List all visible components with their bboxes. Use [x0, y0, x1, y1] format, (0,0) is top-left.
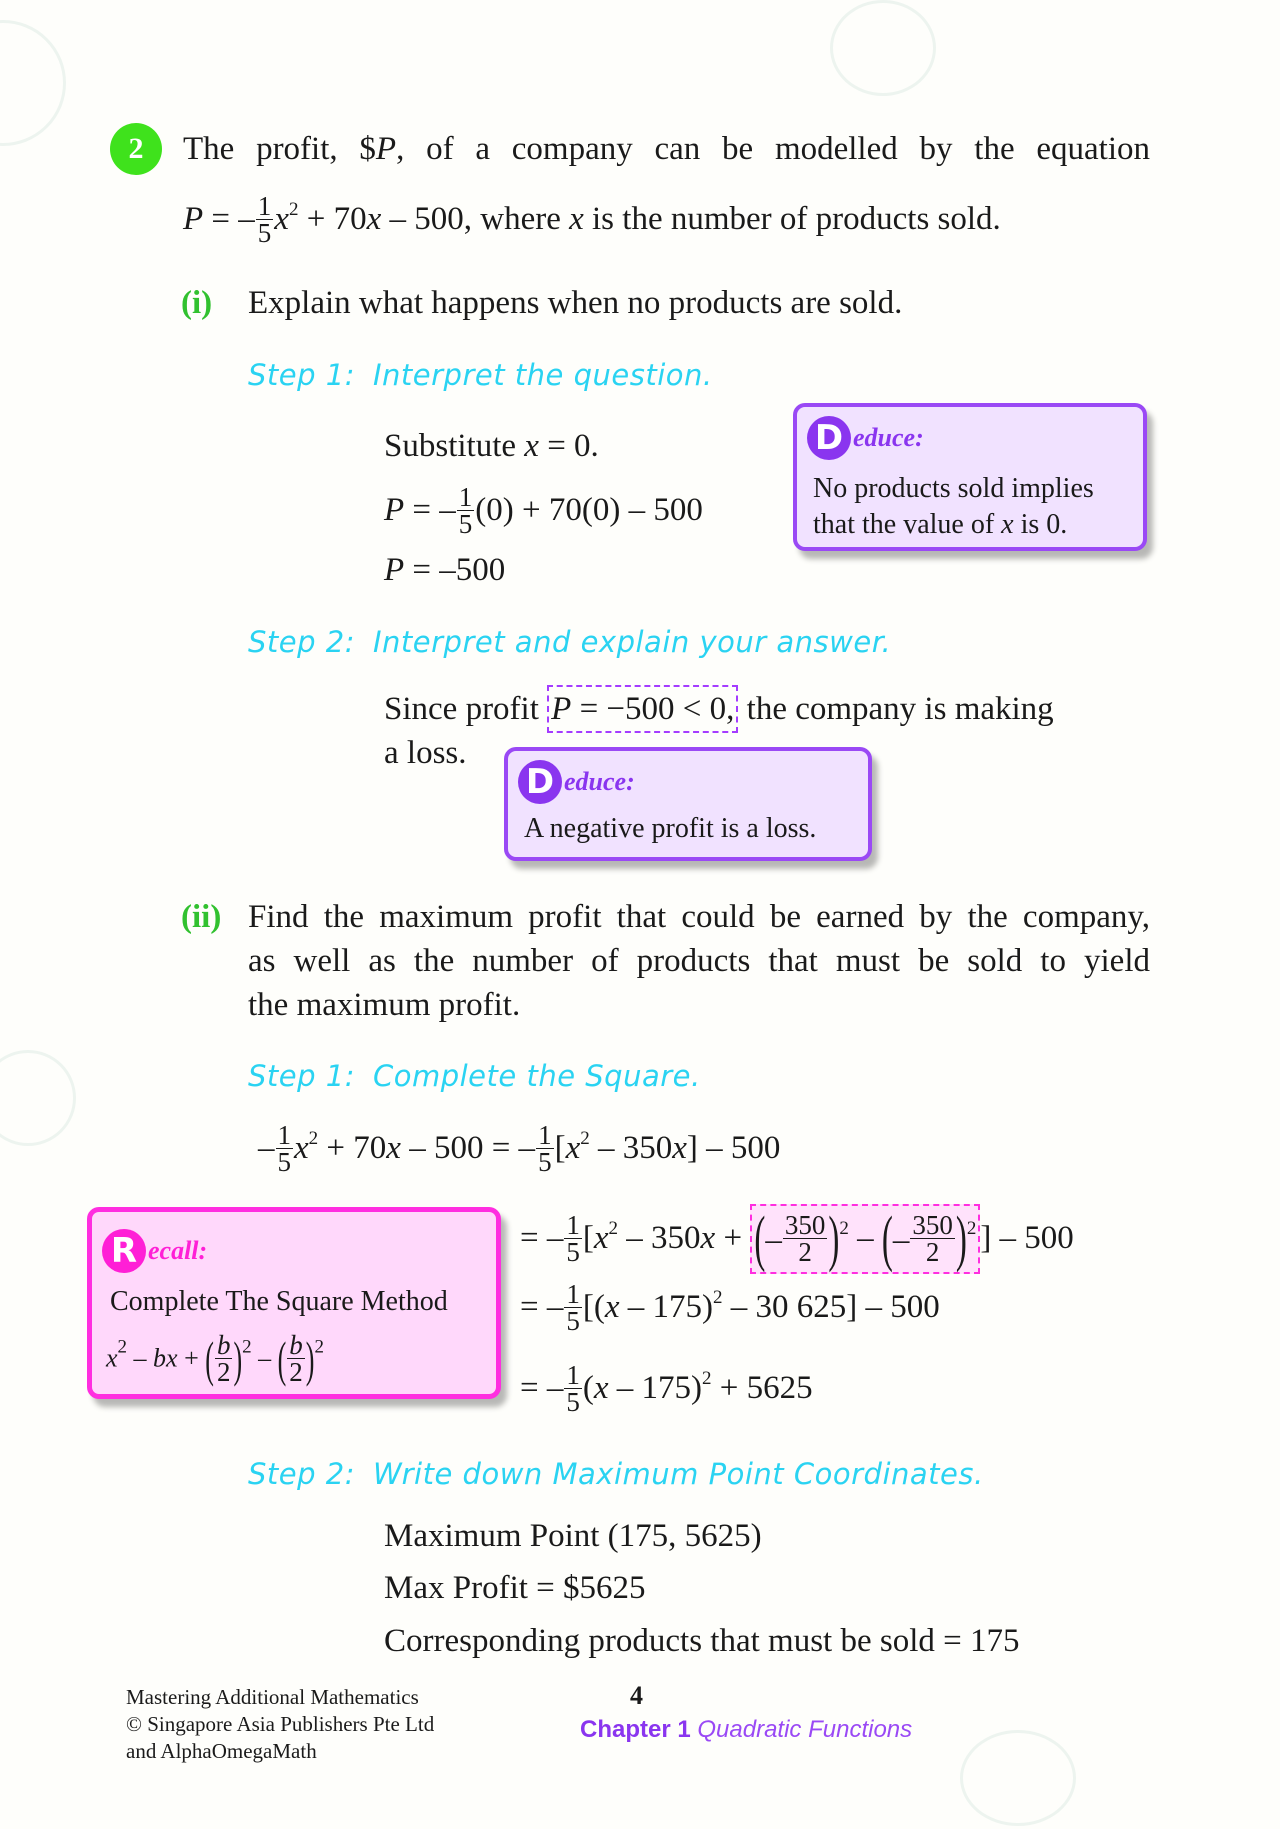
- math-exponent: 2: [966, 1218, 977, 1239]
- recall-body: Complete The Square Method: [110, 1286, 448, 1317]
- math-text: is the number of products sold.: [583, 201, 1001, 238]
- deduce-header: [518, 759, 635, 805]
- fraction-numerator: [457, 484, 475, 511]
- question-number-badge: 2: [110, 123, 162, 175]
- math-parentheses: [277, 1330, 315, 1388]
- math-variable: x: [593, 1370, 609, 1407]
- math-text: 350: [912, 1209, 953, 1240]
- math-text: – 175): [619, 1289, 714, 1326]
- footer-book-title: Mastering Additional Mathematics: [126, 1685, 419, 1709]
- fraction-numerator: [536, 1122, 554, 1149]
- math-fraction: [215, 1332, 233, 1385]
- math-parentheses: [881, 1206, 967, 1275]
- math-text: + 70: [298, 201, 367, 238]
- math-fraction: [457, 484, 475, 537]
- chapter-label: Chapter 1: [580, 1716, 691, 1743]
- math-variable: x: [604, 1289, 620, 1326]
- math-text: = −500 < 0,: [571, 691, 735, 727]
- math-exponent: 2: [839, 1218, 849, 1239]
- open-paren: (: [277, 1332, 287, 1388]
- math-text: [: [582, 1220, 594, 1256]
- math-text: No products sold implies: [813, 473, 1094, 504]
- math-exponent: 2: [117, 1336, 128, 1358]
- math-text: = –: [404, 492, 456, 529]
- math-text: + 5625: [711, 1370, 813, 1407]
- math-text: 1: [566, 1360, 580, 1390]
- math-fraction: [536, 1122, 554, 1175]
- math-text: –: [127, 1343, 154, 1373]
- footer-copyright: © Singapore Asia Publishers Pte Ltd: [126, 1712, 435, 1736]
- chapter-title: Quadratic Functions: [697, 1716, 913, 1743]
- math-text: – 350: [618, 1220, 701, 1256]
- deduce-header: [807, 415, 924, 461]
- part-ii-step-2: [248, 1452, 984, 1496]
- math-text: A negative profit is a loss.: [524, 813, 817, 844]
- fraction-numerator: [276, 1122, 294, 1149]
- fraction-denominator: [566, 1389, 580, 1415]
- math-text: +: [177, 1343, 206, 1373]
- math-text: 5: [257, 218, 272, 248]
- part-i-step-2: [248, 620, 891, 664]
- math-text: = –: [520, 1370, 564, 1407]
- recall-formula: [106, 1330, 324, 1388]
- math-exponent: 2: [314, 1336, 324, 1358]
- math-text: 1: [257, 191, 272, 221]
- math-text: 5: [566, 1236, 580, 1267]
- deduce-body: [524, 811, 816, 847]
- math-variable: b: [216, 1330, 231, 1360]
- footer-credits: [126, 1684, 434, 1765]
- background-doodle: [0, 20, 66, 146]
- math-text: = 0.: [538, 428, 599, 464]
- fraction-numerator: [287, 1332, 305, 1359]
- math-fraction: [276, 1122, 294, 1175]
- math-variable: P: [384, 492, 405, 529]
- recall-title: ecall:: [148, 1236, 208, 1265]
- question-line-1: [183, 127, 1150, 171]
- fraction-denominator: [566, 1236, 580, 1267]
- fraction-denominator: [217, 1359, 231, 1385]
- fraction-numerator: [564, 1281, 582, 1308]
- result-line: Corresponding products that must be sold = 175: [384, 1623, 1020, 1659]
- background-doodle: [0, 1050, 76, 1146]
- math-fraction: [287, 1332, 305, 1385]
- step-number: Step 2:: [248, 1457, 355, 1491]
- math-exponent: 2: [702, 1368, 712, 1390]
- math-text: The profit, $: [183, 131, 376, 167]
- math-text: 1: [566, 1279, 580, 1309]
- fraction-denominator: [459, 511, 473, 537]
- math-text: +: [715, 1220, 751, 1256]
- close-paren: ): [305, 1332, 315, 1388]
- step-number: Step 1:: [248, 1059, 355, 1093]
- fraction-numerator: [215, 1332, 233, 1359]
- recall-letter-icon: R: [102, 1229, 146, 1273]
- part-ii-label: (ii): [181, 899, 222, 935]
- math-exponent: 2: [608, 1218, 619, 1239]
- math-variable: P: [375, 131, 397, 167]
- math-text: [: [554, 1130, 566, 1167]
- math-exponent: 2: [308, 1128, 319, 1150]
- math-variable: x: [569, 201, 584, 238]
- math-text: – 500 = –: [400, 1130, 536, 1167]
- open-paren: (: [881, 1206, 893, 1275]
- fraction-denominator: [798, 1236, 812, 1267]
- math-text: (: [582, 1370, 594, 1407]
- fraction-numerator: [256, 193, 274, 220]
- math-fraction: [256, 193, 274, 246]
- math-text: 350: [784, 1209, 826, 1240]
- math-text: 2: [798, 1236, 812, 1267]
- background-doodle: [960, 1730, 1076, 1826]
- step-title: Write down Maximum Point Coordinates.: [372, 1457, 984, 1491]
- math-text: + 70: [318, 1130, 387, 1167]
- math-variable: x: [386, 1130, 401, 1167]
- deduce-title: educe:: [564, 767, 635, 796]
- math-text: –: [765, 1222, 782, 1259]
- background-doodle: [830, 0, 936, 96]
- math-text: 5: [458, 509, 473, 539]
- math-text: 2: [289, 1357, 303, 1387]
- math-text: = –500: [404, 552, 506, 588]
- answer-line-1: [384, 685, 1054, 729]
- fraction-numerator: [564, 1209, 582, 1240]
- math-fraction: [783, 1209, 828, 1267]
- part-i-step-1: [248, 353, 713, 397]
- fraction-denominator: [566, 1308, 580, 1334]
- highlight-box: [750, 1204, 980, 1274]
- math-text: 1: [277, 1120, 291, 1150]
- deduce-callout-1: [793, 403, 1147, 551]
- footer-coauthor: and AlphaOmegaMath: [126, 1739, 317, 1763]
- close-paren: ): [955, 1206, 967, 1275]
- math-fraction: [564, 1209, 582, 1267]
- step-title: Complete the Square.: [372, 1059, 701, 1093]
- step-title: Interpret and explain your answer.: [372, 625, 892, 659]
- math-variable: x: [700, 1220, 716, 1256]
- math-text: = –: [520, 1220, 564, 1256]
- math-text: 5: [566, 1387, 580, 1417]
- math-text: –: [892, 1222, 910, 1259]
- math-text: a loss.: [384, 735, 467, 771]
- part-i-label: (i): [181, 285, 213, 321]
- part-ii-question-line: Find the maximum profit that could be earned by the company,: [248, 899, 1150, 935]
- fraction-denominator: [278, 1149, 292, 1175]
- highlight-box: [547, 685, 738, 733]
- math-parentheses: [205, 1330, 243, 1388]
- math-text: 2: [216, 1357, 231, 1387]
- close-paren: ): [828, 1206, 840, 1275]
- math-fraction: [910, 1209, 955, 1267]
- math-exponent: 2: [580, 1128, 590, 1150]
- fraction-denominator: [289, 1359, 303, 1385]
- answer-line-2: [384, 731, 467, 775]
- part-ii-question-line: the maximum profit.: [248, 987, 521, 1023]
- math-text: 5: [277, 1147, 291, 1177]
- math-variable: x: [672, 1130, 687, 1167]
- step-title: Interpret the question.: [372, 358, 713, 392]
- math-variable: x: [593, 1220, 609, 1256]
- math-text: ] – 500: [980, 1220, 1074, 1256]
- math-variable: x: [565, 1130, 581, 1167]
- equation-line-1: [258, 1120, 781, 1177]
- math-variable: P: [384, 552, 405, 588]
- step-number: Step 2:: [248, 625, 355, 659]
- math-text: ] – 500: [686, 1130, 781, 1167]
- math-fraction: [564, 1362, 582, 1415]
- math-exponent: 2: [713, 1287, 723, 1309]
- math-text: the company is making: [738, 691, 1054, 727]
- math-text: Substitute: [384, 428, 525, 464]
- work-line-1: [384, 424, 599, 468]
- question-line-2: [183, 191, 1001, 248]
- deduce-body: [813, 471, 1094, 543]
- math-text: that the value of: [813, 509, 1002, 540]
- math-exponent: 2: [242, 1336, 252, 1358]
- math-text: – 500, where: [381, 201, 570, 238]
- close-paren: ): [233, 1332, 243, 1388]
- math-text: , of a company can be modelled by the equation: [396, 131, 1150, 167]
- math-text: 5: [538, 1147, 552, 1177]
- deduce-title: educe:: [853, 423, 924, 452]
- page-number: 4: [630, 1681, 643, 1710]
- math-text: –: [251, 1343, 278, 1373]
- math-text: – 175): [608, 1370, 703, 1407]
- part-ii-question-line: as well as the number of products that must be sold to yield: [248, 943, 1150, 979]
- recall-header: [102, 1228, 207, 1274]
- result-line: Maximum Point (175, 5625): [384, 1518, 762, 1554]
- math-text: 2: [925, 1236, 940, 1267]
- result-line: Max Profit = $5625: [384, 1570, 646, 1606]
- equation-line-4: [520, 1360, 813, 1417]
- math-text: – 30 625] – 500: [722, 1289, 940, 1326]
- math-variable: x: [524, 428, 539, 464]
- deduce-body-line: [813, 507, 1094, 543]
- math-text: 1: [458, 482, 473, 512]
- fraction-denominator: [258, 220, 272, 246]
- deduce-letter-icon: D: [518, 760, 562, 804]
- fraction-numerator: [783, 1209, 828, 1240]
- part-ii-step-1: [248, 1054, 701, 1098]
- math-variable: x: [274, 201, 289, 238]
- math-text: Since profit: [384, 691, 548, 727]
- math-parentheses: [754, 1206, 840, 1275]
- deduce-letter-icon: D: [807, 416, 851, 460]
- work-line-3: [384, 548, 505, 592]
- equation-line-2: [520, 1204, 1074, 1275]
- fraction-denominator: [538, 1149, 552, 1175]
- math-variable: x: [1001, 509, 1014, 540]
- open-paren: (: [205, 1332, 214, 1388]
- equation-line-3: [520, 1279, 940, 1336]
- part-i-question: Explain what happens when no products are sold.: [248, 285, 903, 321]
- math-variable: bx: [153, 1343, 178, 1373]
- math-text: [(: [582, 1289, 605, 1326]
- recall-callout: [87, 1207, 501, 1399]
- chapter-footer: [580, 1716, 912, 1744]
- math-text: (0) + 70(0) – 500: [475, 492, 703, 529]
- deduce-callout-2: [504, 747, 872, 861]
- math-text: – 350: [589, 1130, 673, 1167]
- deduce-body-line: [813, 471, 1094, 507]
- open-paren: (: [754, 1206, 766, 1275]
- fraction-denominator: [925, 1236, 940, 1267]
- math-text: is 0.: [1013, 509, 1068, 540]
- math-text: = –: [203, 201, 255, 238]
- step-number: Step 1:: [248, 358, 355, 392]
- math-text: 1: [538, 1120, 552, 1150]
- math-text: = –: [520, 1289, 564, 1326]
- math-variable: x: [294, 1130, 309, 1167]
- math-fraction: [564, 1281, 582, 1334]
- math-variable: x: [366, 201, 382, 238]
- math-variable: P: [183, 201, 204, 238]
- math-variable: P: [551, 691, 572, 727]
- work-line-2: [384, 482, 703, 539]
- math-text: –: [848, 1220, 882, 1256]
- math-variable: b: [289, 1330, 303, 1360]
- deduce-body-line: [524, 811, 816, 847]
- math-text: 1: [566, 1209, 580, 1240]
- fraction-numerator: [910, 1209, 955, 1240]
- math-text: –: [258, 1130, 275, 1167]
- fraction-numerator: [564, 1362, 582, 1389]
- math-text: 5: [566, 1306, 580, 1336]
- math-exponent: 2: [288, 199, 299, 221]
- math-variable: x: [106, 1343, 118, 1373]
